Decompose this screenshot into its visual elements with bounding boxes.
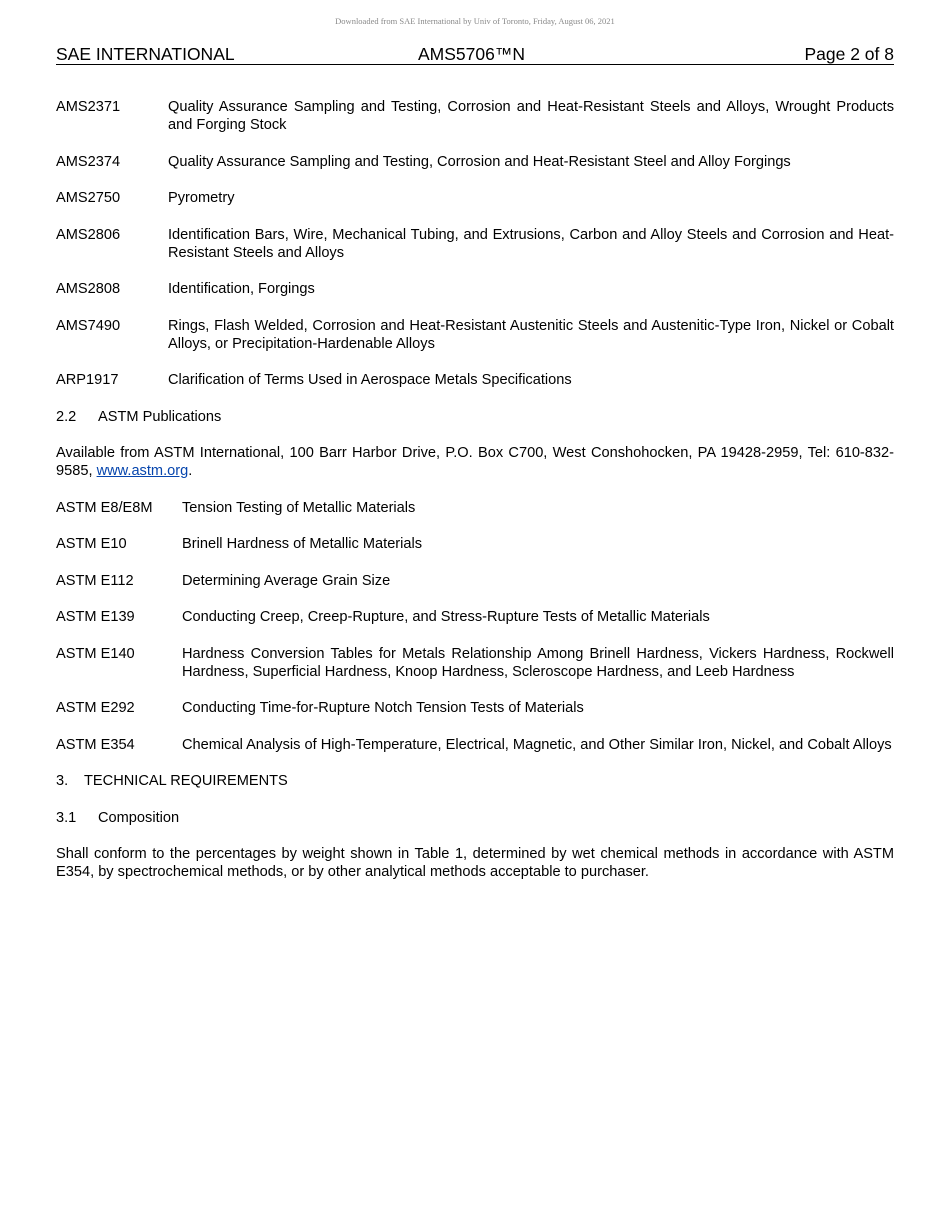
reference-title: Conducting Creep, Creep-Rupture, and Stress-Rupture Tests of Metallic Materials bbox=[182, 609, 710, 625]
section-title: ASTM Publications bbox=[98, 408, 222, 425]
reference-row bbox=[56, 280, 894, 298]
reference-code: ASTM E292 bbox=[56, 700, 135, 716]
reference-code: ASTM E139 bbox=[56, 609, 135, 625]
reference-row bbox=[56, 499, 894, 517]
reference-title: Quality Assurance Sampling and Testing, Corrosion and Heat-Resistant Steels and Alloys, Wrought Products and Forging Stock bbox=[168, 99, 894, 133]
reference-title: Pyrometry bbox=[168, 190, 235, 206]
reference-row bbox=[56, 226, 894, 262]
reference-row bbox=[56, 535, 894, 553]
reference-code: ARP1917 bbox=[56, 372, 119, 388]
section-3-heading bbox=[56, 772, 894, 790]
reference-code: ASTM E10 bbox=[56, 536, 127, 552]
reference-row bbox=[56, 98, 894, 134]
reference-code: ASTM E140 bbox=[56, 645, 135, 662]
reference-title: Tension Testing of Metallic Materials bbox=[182, 499, 416, 516]
reference-row bbox=[56, 608, 894, 626]
section-2-2-heading bbox=[56, 408, 894, 426]
section-number: 3. bbox=[56, 773, 69, 789]
page-content bbox=[56, 98, 894, 900]
ams-reference-list bbox=[56, 98, 894, 389]
reference-row bbox=[56, 645, 894, 681]
reference-row bbox=[56, 189, 894, 207]
astm-availability-paragraph bbox=[56, 444, 894, 480]
section-title: TECHNICAL REQUIREMENTS bbox=[84, 773, 288, 789]
page-header bbox=[56, 44, 894, 65]
composition-paragraph: Shall conform to the percentages by weight shown in Table 1, determined by wet chemical methods in accordance with ASTM E354, by spectrochemical methods, or by other analytical methods acceptable to purchaser. bbox=[56, 846, 894, 880]
reference-title: Rings, Flash Welded, Corrosion and Heat-Resistant Austenitic Steels and Austenitic-Type Iron, Nickel or Cobalt Alloys, or Precipitation-Hardenable Alloys bbox=[168, 317, 894, 352]
reference-code: AMS2374 bbox=[56, 153, 121, 170]
reference-code: AMS2808 bbox=[56, 281, 121, 297]
reference-title: Chemical Analysis of High-Temperature, Electrical, Magnetic, and Other Similar Iron, Nickel, and Cobalt Alloys bbox=[182, 736, 892, 753]
reference-title: Brinell Hardness of Metallic Materials bbox=[182, 536, 423, 552]
header-page-number: Page 2 of 8 bbox=[804, 44, 894, 64]
reference-title: Identification, Forgings bbox=[168, 281, 315, 297]
reference-row bbox=[56, 572, 894, 590]
section-3-1-heading bbox=[56, 809, 894, 827]
header-org: SAE INTERNATIONAL bbox=[56, 44, 235, 64]
reference-row bbox=[56, 153, 894, 171]
reference-code: AMS2371 bbox=[56, 99, 121, 115]
reference-row bbox=[56, 371, 894, 389]
availability-suffix: . bbox=[188, 463, 193, 479]
reference-title: Conducting Time-for-Rupture Notch Tension Tests of Materials bbox=[182, 700, 584, 716]
reference-code: ASTM E112 bbox=[56, 572, 134, 589]
astm-website-link[interactable]: www.astm.org bbox=[96, 463, 189, 479]
section-number: 2.2 bbox=[56, 408, 77, 425]
section-number: 3.1 bbox=[56, 809, 77, 826]
reference-code: AMS2750 bbox=[56, 190, 121, 206]
reference-row bbox=[56, 736, 894, 754]
reference-code: ASTM E354 bbox=[56, 736, 135, 753]
astm-reference-list bbox=[56, 499, 894, 754]
availability-text: Available from ASTM International, 100 Barr Harbor Drive, P.O. Box C700, West Conshohocken, PA 19428-2959, Tel: 610-832-9585, bbox=[56, 445, 894, 479]
reference-code: AMS7490 bbox=[56, 317, 121, 334]
reference-title: Clarification of Terms Used in Aerospace Metals Specifications bbox=[168, 372, 572, 388]
reference-code: AMS2806 bbox=[56, 226, 121, 243]
reference-row bbox=[56, 317, 894, 353]
reference-row bbox=[56, 699, 894, 717]
download-watermark: Downloaded from SAE International by Univ of Toronto, Friday, August 06, 2021 bbox=[335, 16, 615, 26]
reference-code: ASTM E8/E8M bbox=[56, 499, 153, 516]
reference-title: Quality Assurance Sampling and Testing, Corrosion and Heat-Resistant Steel and Alloy Forgings bbox=[168, 153, 791, 170]
reference-title: Determining Average Grain Size bbox=[182, 572, 391, 589]
header-doc-id: AMS5706™N bbox=[418, 44, 525, 64]
reference-title: Hardness Conversion Tables for Metals Relationship Among Brinell Hardness, Vickers Hardness, Rockwell Hardness, Superficial Hardness, Knoop Hardness, Scleroscope Hardness, and Leeb Hardness bbox=[182, 645, 894, 680]
reference-title: Identification Bars, Wire, Mechanical Tubing, and Extrusions, Carbon and Alloy Steels and Corrosion and Heat-Resistant Steels and Alloys bbox=[168, 226, 894, 261]
section-title: Composition bbox=[98, 809, 180, 826]
